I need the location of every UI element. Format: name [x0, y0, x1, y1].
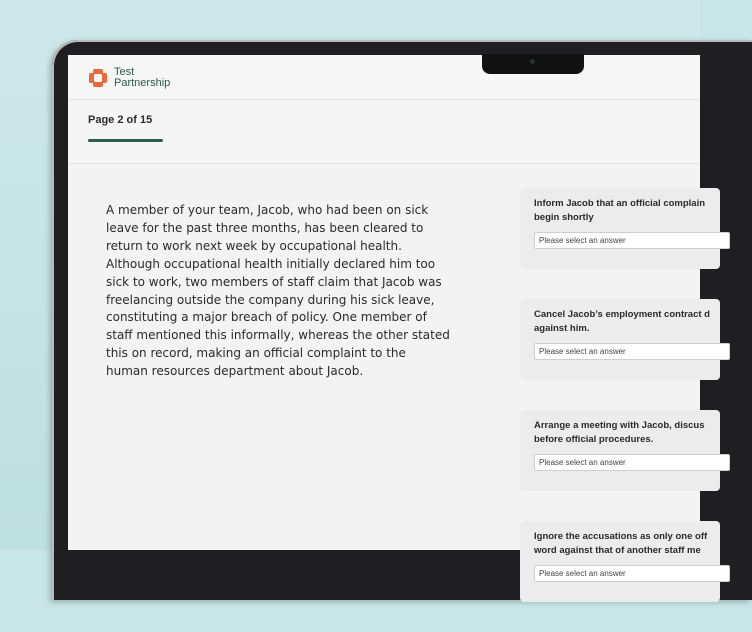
- answer-option-card: [520, 299, 720, 380]
- brand-logo[interactable]: [88, 67, 170, 89]
- logo-icon: [88, 68, 108, 88]
- brand-name-line1: Test: [114, 66, 135, 78]
- option-text: [534, 308, 710, 336]
- option-text-line2: against him.: [534, 322, 590, 334]
- option-text-line1: Inform Jacob that an official complain: [534, 198, 706, 209]
- option-text-line2: before official procedures.: [534, 433, 654, 445]
- answer-option-card: [520, 521, 720, 602]
- header-bar: [68, 55, 700, 100]
- option-text: [534, 197, 706, 225]
- option-text: [534, 530, 706, 558]
- option-text-line2: word against that of another staff me: [534, 544, 701, 556]
- option-text-line1: Ignore the accusations as only one off: [534, 531, 708, 542]
- option-text: [534, 419, 706, 447]
- brand-name: [114, 67, 170, 89]
- answer-option-card: [520, 410, 720, 491]
- answer-select[interactable]: Please select an answer: [534, 454, 730, 471]
- answer-select[interactable]: Please select an answer: [534, 232, 730, 249]
- scenario-text: A member of your team, Jacob, who had been on sick leave for the past three months, has been cleared to return to work next week by occupational health. Although occupational health initially declared him too sick to work, two members of staff claim that Jacob was freelancing outside the company during his sick leave, constituting a major breach of policy. One member of staff mentioned this informally, whereas the other stated this on record, making an official complaint to the human resources department about Jacob.: [106, 203, 450, 379]
- screen: [68, 55, 710, 578]
- answer-select[interactable]: Please select an answer: [534, 343, 730, 360]
- option-text-line1: Arrange a meeting with Jacob, discus: [534, 420, 705, 431]
- option-text-line1: Cancel Jacob’s employment contract d: [534, 309, 710, 320]
- option-text-line2: begin shortly: [534, 211, 594, 223]
- brand-name-line2: Partnership: [114, 77, 171, 89]
- answer-options: [520, 188, 720, 632]
- camera-icon: [530, 59, 535, 64]
- answer-option-card: [520, 188, 720, 269]
- answer-select[interactable]: Please select an answer: [534, 565, 730, 582]
- page-counter: Page 2 of 15: [88, 114, 153, 126]
- progress-header: [68, 100, 700, 164]
- camera-notch: [482, 54, 584, 74]
- question-content: [68, 164, 710, 578]
- progress-bar: [88, 139, 163, 142]
